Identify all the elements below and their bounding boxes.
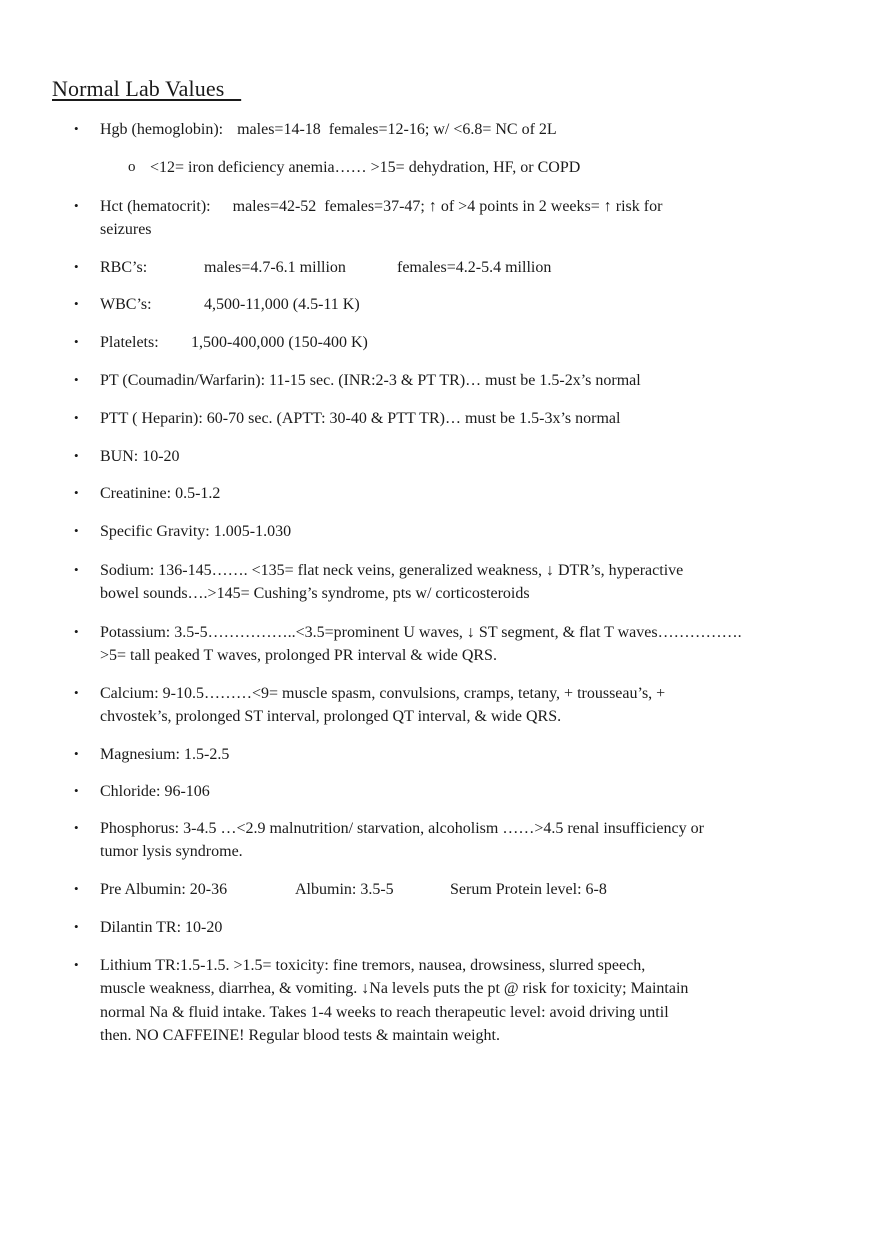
hgb-females: females=12-16; w/ <6.8= NC of 2L <box>328 121 557 138</box>
list-item-chloride: Chloride: 96-106 <box>100 783 210 800</box>
list-item-potassium-line2: >5= tall peaked T waves, prolonged PR interval & wide QRS. <box>100 647 497 664</box>
list-item-hgb <box>100 118 557 141</box>
list-item-hgb-sub: <12= iron deficiency anemia…… >15= dehydration, HF, or COPD <box>150 159 581 176</box>
hgb-label: Hgb (hemoglobin): <box>100 121 224 138</box>
list-item-calcium-line2: chvostek’s, prolonged ST interval, prolonged QT interval, & wide QRS. <box>100 708 562 725</box>
list-item-calcium: Calcium: 9-10.5………<9= muscle spasm, convulsions, cramps, tetany, + trousseau’s, + <box>100 685 666 702</box>
list-item-platelets: Platelets: <box>100 334 159 351</box>
bullet-icon: • <box>74 685 79 700</box>
bullet-icon: • <box>74 121 79 136</box>
bullet-icon: • <box>74 410 79 425</box>
list-item-pre-albumin: Pre Albumin: 20-36 <box>100 881 228 898</box>
platelets-value: 1,500-400,000 (150-400 K) <box>191 334 368 351</box>
list-item-rbc: RBC’s: <box>100 259 148 276</box>
list-item-specific-gravity: Specific Gravity: 1.005-1.030 <box>100 523 292 540</box>
hct-label: Hct (hematocrit): <box>100 198 211 215</box>
list-item-sodium-line2: bowel sounds….>145= Cushing’s syndrome, pts w/ corticosteroids <box>100 585 530 602</box>
bullet-icon: • <box>74 881 79 896</box>
page-title: Normal Lab Values <box>52 76 242 101</box>
bullet-icon: • <box>74 485 79 500</box>
bullet-icon: • <box>74 448 79 463</box>
list-item-potassium: Potassium: 3.5-5……………..<3.5=prominent U waves, ↓ ST segment, & flat T waves……………. <box>100 624 742 641</box>
bullet-icon: • <box>74 296 79 311</box>
wbc-value: 4,500-11,000 (4.5-11 K) <box>204 296 360 313</box>
list-item-lithium-line2: muscle weakness, diarrhea, & vomiting. ↓Na levels puts the pt @ risk for toxicity; Maintain <box>100 980 689 997</box>
bullet-icon: • <box>74 919 79 934</box>
list-item-lithium-line4: then. NO CAFFEINE! Regular blood tests & maintain weight. <box>100 1027 500 1044</box>
bullet-icon: • <box>74 820 79 835</box>
bullet-icon: • <box>74 334 79 349</box>
bullet-icon: • <box>74 624 79 639</box>
list-item-ptt: PTT ( Heparin): 60-70 sec. (APTT: 30-40 & PTT TR)… must be 1.5-3x’s normal <box>100 410 621 427</box>
bullet-icon: • <box>74 562 79 577</box>
hct-males: males=42-52 <box>232 198 317 215</box>
serum-protein-value: Serum Protein level: 6-8 <box>450 881 607 898</box>
list-item-magnesium: Magnesium: 1.5-2.5 <box>100 746 230 763</box>
list-item-wbc: WBC’s: <box>100 296 152 313</box>
list-item-phosphorus-line2: tumor lysis syndrome. <box>100 843 243 860</box>
bullet-icon: • <box>74 523 79 538</box>
bullet-icon: • <box>74 259 79 274</box>
bullet-icon: • <box>74 783 79 798</box>
list-item-lithium: Lithium TR:1.5-1.5. >1.5= toxicity: fine tremors, nausea, drowsiness, slurred speech, <box>100 957 646 974</box>
list-item-phosphorus: Phosphorus: 3-4.5 …<2.9 malnutrition/ starvation, alcoholism ……>4.5 renal insufficiency or <box>100 820 704 837</box>
list-item-dilantin: Dilantin TR: 10-20 <box>100 919 223 936</box>
list-item-bun: BUN: 10-20 <box>100 448 180 465</box>
bullet-icon: • <box>74 746 79 761</box>
list-item-hct <box>100 195 662 218</box>
bullet-icon: • <box>74 372 79 387</box>
list-item-sodium: Sodium: 136-145……. <135= flat neck veins, generalized weakness, ↓ DTR’s, hyperactive <box>100 562 684 579</box>
albumin-value: Albumin: 3.5-5 <box>295 881 394 898</box>
list-item-hct-line2: seizures <box>100 221 152 238</box>
rbc-males: males=4.7-6.1 million <box>204 259 346 276</box>
bullet-icon: • <box>74 957 79 972</box>
list-item-lithium-line3: normal Na & fluid intake. Takes 1-4 weeks to reach therapeutic level: avoid driving until <box>100 1004 669 1021</box>
list-item-pt: PT (Coumadin/Warfarin): 11-15 sec. (INR:2-3 & PT TR)… must be 1.5-2x’s normal <box>100 372 641 389</box>
rbc-females: females=4.2-5.4 million <box>397 259 552 276</box>
bullet-icon: • <box>74 198 79 213</box>
list-item-creatinine: Creatinine: 0.5-1.2 <box>100 485 221 502</box>
hgb-males: males=14-18 <box>237 121 321 138</box>
sub-bullet-icon: o <box>128 159 136 175</box>
hct-females: females=37-47; ↑ of >4 points in 2 weeks= ↑ risk for <box>324 198 663 215</box>
